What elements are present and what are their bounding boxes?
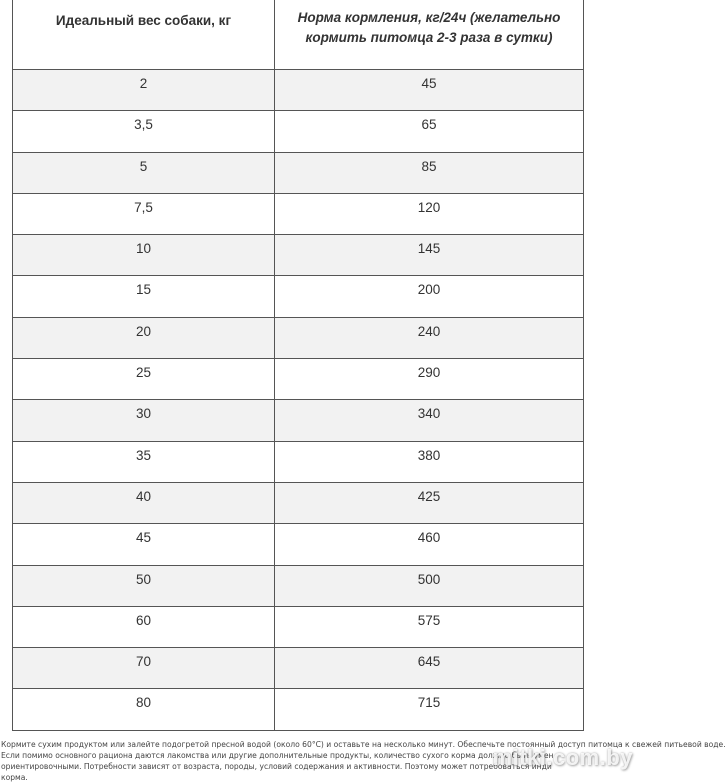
cell-feeding-norm: 145 [275, 235, 584, 276]
cell-dog-weight: 5 [13, 152, 275, 193]
cell-dog-weight: 60 [13, 606, 275, 647]
cell-dog-weight: 2 [13, 70, 275, 111]
cell-dog-weight: 15 [13, 276, 275, 317]
cell-dog-weight: 10 [13, 235, 275, 276]
feeding-table [12, 0, 584, 731]
table-row [13, 70, 584, 111]
cell-feeding-norm: 240 [275, 317, 584, 358]
footnote-line: корма. [1, 773, 28, 782]
table-row [13, 193, 584, 234]
table-header-row [13, 0, 584, 70]
table-row [13, 524, 584, 565]
table-row [13, 276, 584, 317]
cell-feeding-norm: 425 [275, 482, 584, 523]
cell-feeding-norm: 200 [275, 276, 584, 317]
cell-dog-weight: 35 [13, 441, 275, 482]
table-row [13, 565, 584, 606]
header-dog-weight: Идеальный вес собаки, кг [13, 0, 275, 70]
cell-feeding-norm: 120 [275, 193, 584, 234]
cell-dog-weight: 80 [13, 689, 275, 730]
table-row [13, 441, 584, 482]
cell-feeding-norm: 500 [275, 565, 584, 606]
cell-dog-weight: 40 [13, 482, 275, 523]
watermark-logo: mitki.com.by [492, 745, 633, 770]
cell-feeding-norm: 340 [275, 400, 584, 441]
cell-dog-weight: 25 [13, 359, 275, 400]
cell-dog-weight: 45 [13, 524, 275, 565]
table-row [13, 235, 584, 276]
header-feeding-norm: Норма кормления, кг/24ч (желательно кормить питомца 2-3 раза в сутки) [275, 0, 584, 70]
cell-dog-weight: 30 [13, 400, 275, 441]
cell-feeding-norm: 575 [275, 606, 584, 647]
cell-feeding-norm: 460 [275, 524, 584, 565]
footnote-line: Если помимо основного рациона даются лакомства или другие дополнительные продукты, количество сухого корма должно быть умен [1, 751, 554, 760]
table-row [13, 359, 584, 400]
cell-feeding-norm: 65 [275, 111, 584, 152]
table-row [13, 689, 584, 730]
cell-dog-weight: 3,5 [13, 111, 275, 152]
table-row [13, 482, 584, 523]
cell-feeding-norm: 45 [275, 70, 584, 111]
footnote-line: ориентировочными. Потребности зависят от возраста, породы, условий содержания и активности. Поэтому может потребоваться инди [1, 762, 552, 771]
cell-dog-weight: 50 [13, 565, 275, 606]
table-row [13, 111, 584, 152]
table-row [13, 606, 584, 647]
table-row [13, 400, 584, 441]
cell-dog-weight: 7,5 [13, 193, 275, 234]
cell-feeding-norm: 290 [275, 359, 584, 400]
cell-feeding-norm: 85 [275, 152, 584, 193]
cell-dog-weight: 20 [13, 317, 275, 358]
table-row [13, 317, 584, 358]
cell-feeding-norm: 380 [275, 441, 584, 482]
table-row [13, 152, 584, 193]
feeding-table-container [12, 0, 583, 731]
cell-dog-weight: 70 [13, 648, 275, 689]
footnote-line: Кормите сухим продуктом или залейте подогретой пресной водой (около 60°С) и оставьте на несколько минут. Обеспечьте постоянный доступ питомца к свежей питьевой воде. [1, 740, 726, 749]
cell-feeding-norm: 645 [275, 648, 584, 689]
cell-feeding-norm: 715 [275, 689, 584, 730]
table-row [13, 648, 584, 689]
